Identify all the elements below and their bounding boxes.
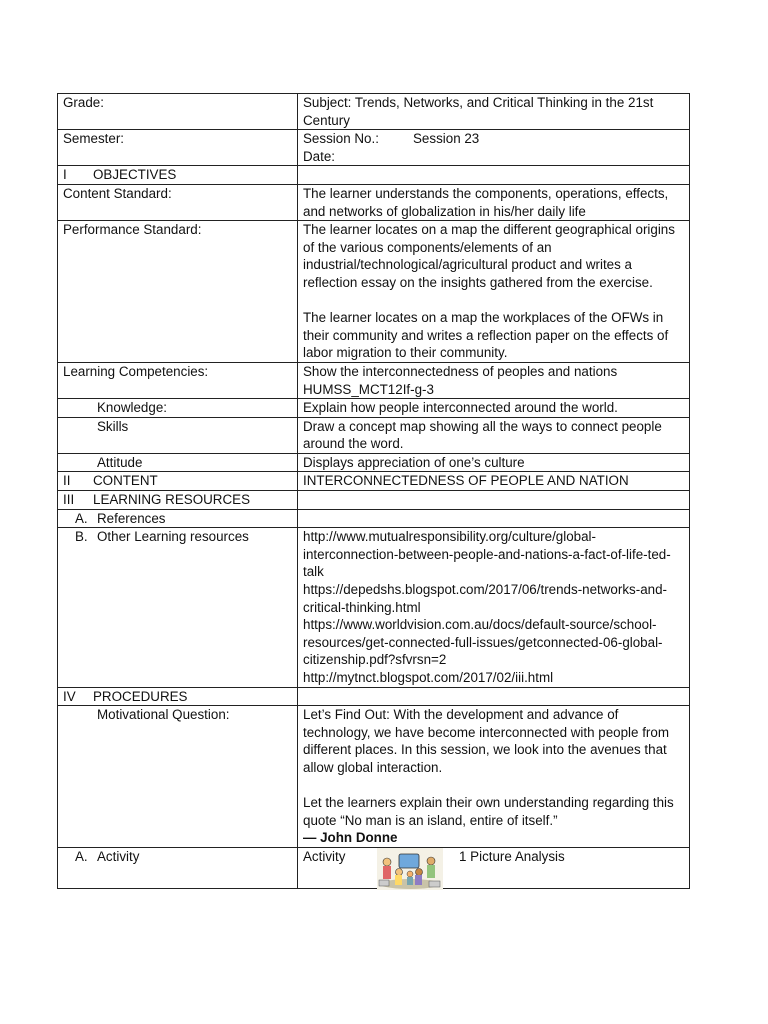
row-grade	[58, 94, 690, 130]
procedures-numeral: IV	[63, 688, 76, 704]
attitude-cell	[58, 453, 298, 472]
skills-label: Skills	[97, 418, 129, 434]
procedures-empty	[298, 687, 690, 706]
activity-value	[298, 847, 690, 888]
semester-label: Semester:	[58, 130, 298, 166]
attitude-label: Attitude	[97, 454, 143, 470]
quote-author: — John Donne	[303, 830, 398, 846]
activity-word: Activity	[303, 848, 346, 864]
resources-empty	[298, 491, 690, 510]
content-heading	[58, 472, 298, 491]
content-title: CONTENT	[93, 473, 158, 489]
session-cell	[298, 130, 690, 166]
other-resources-cell	[58, 528, 298, 687]
grade-label: Grade:	[58, 94, 298, 130]
objectives-empty	[298, 166, 690, 185]
row-learning-resources	[58, 491, 690, 510]
row-content	[58, 472, 690, 491]
resource-url[interactable]: https://depedshs.blogspot.com/2017/06/trends-networks-and-critical-thinking.html	[303, 582, 667, 615]
content-numeral: II	[63, 473, 71, 489]
activity-letter: A.	[75, 848, 88, 864]
date-label: Date:	[303, 148, 336, 164]
row-attitude	[58, 453, 690, 472]
row-activity	[58, 847, 690, 888]
lesson-plan-table	[57, 93, 690, 889]
row-references	[58, 509, 690, 528]
references-cell	[58, 509, 298, 528]
resources-heading	[58, 491, 298, 510]
motivational-label: Motivational Question:	[97, 707, 230, 723]
row-semester	[58, 130, 690, 166]
row-other-resources	[58, 528, 690, 687]
row-procedures	[58, 687, 690, 706]
performance-standard-label: Performance Standard:	[58, 221, 298, 363]
skills-cell	[58, 417, 298, 453]
knowledge-value: Explain how people interconnected around the world.	[298, 399, 690, 418]
attitude-value: Displays appreciation of one’s culture	[298, 453, 690, 472]
resources-numeral: III	[63, 492, 75, 508]
resource-url[interactable]: http://mytnct.blogspot.com/2017/02/iii.html	[303, 670, 554, 685]
row-content-standard	[58, 184, 690, 220]
content-standard-value: The learner understands the components, operations, effects, and networks of globalization in his/her daily life	[298, 184, 690, 220]
references-label: References	[97, 510, 166, 526]
objectives-heading	[58, 166, 298, 185]
other-resources-letter: B.	[75, 529, 88, 545]
references-letter: A.	[75, 510, 88, 526]
other-resources-urls	[298, 528, 690, 687]
activity-title: 1 Picture Analysis	[459, 848, 565, 864]
other-resources-label: Other Learning resources	[97, 529, 249, 545]
performance-standard-value	[298, 221, 690, 363]
skills-value: Draw a concept map showing all the ways to connect people around the word.	[298, 417, 690, 453]
resource-url[interactable]: https://www.worldvision.com.au/docs/default-source/school-resources/get-connected-full-issues/getconnected-06-global-citizenship.pdf?sfvrsn=2	[303, 617, 663, 668]
session-label: Session No.:	[303, 131, 379, 147]
subject-label: Subject: Trends, Networks, and Critical Thinking in the 21st Century	[298, 94, 690, 130]
motivational-paragraph-2: Let the learners explain their own understanding regarding this quote “No man is an island, entire of itself.”	[303, 795, 674, 828]
motivational-paragraph-1: Let’s Find Out: With the development and advance of technology, we have become interconnected with people from different places. In this session, we look into the avenues that allow global interaction.	[303, 707, 669, 775]
activity-label: Activity	[97, 848, 140, 864]
performance-standard-paragraph-1: The learner locates on a map the different geographical origins of the various components/elements of an industrial/technological/agricultural product and writes a reflection essay on the insights gathered from the exercise.	[303, 222, 675, 290]
objectives-title: OBJECTIVES	[93, 167, 177, 183]
row-performance-standard	[58, 221, 690, 363]
knowledge-cell	[58, 399, 298, 418]
content-standard-label: Content Standard:	[58, 184, 298, 220]
activity-cell	[58, 847, 298, 888]
motivational-cell	[58, 706, 298, 848]
row-skills	[58, 417, 690, 453]
objectives-numeral: I	[63, 167, 67, 183]
competencies-value: Show the interconnectedness of peoples and nations HUMSS_MCT12If-g-3	[298, 362, 690, 398]
row-objectives	[58, 166, 690, 185]
motivational-value	[298, 706, 690, 848]
knowledge-label: Knowledge:	[97, 400, 167, 416]
content-value: INTERCONNECTEDNESS OF PEOPLE AND NATION	[298, 472, 690, 491]
procedures-heading	[58, 687, 298, 706]
session-value: Session 23	[413, 131, 480, 147]
row-motivational	[58, 706, 690, 848]
row-competencies	[58, 362, 690, 398]
resource-url[interactable]: http://www.mutualresponsibility.org/culture/global-interconnection-between-people-and-nations-a-fact-of-life-ted-talk	[303, 529, 671, 580]
references-empty	[298, 509, 690, 528]
procedures-title: PROCEDURES	[93, 688, 188, 704]
performance-standard-paragraph-2: The learner locates on a map the workplaces of the OFWs in their community and writes a reflection paper on the effects of labor migration to their community.	[303, 310, 669, 361]
resources-title: LEARNING RESOURCES	[93, 492, 250, 508]
row-knowledge	[58, 399, 690, 418]
people-connected-illustration-icon	[377, 848, 443, 890]
competencies-label: Learning Competencies:	[58, 362, 298, 398]
